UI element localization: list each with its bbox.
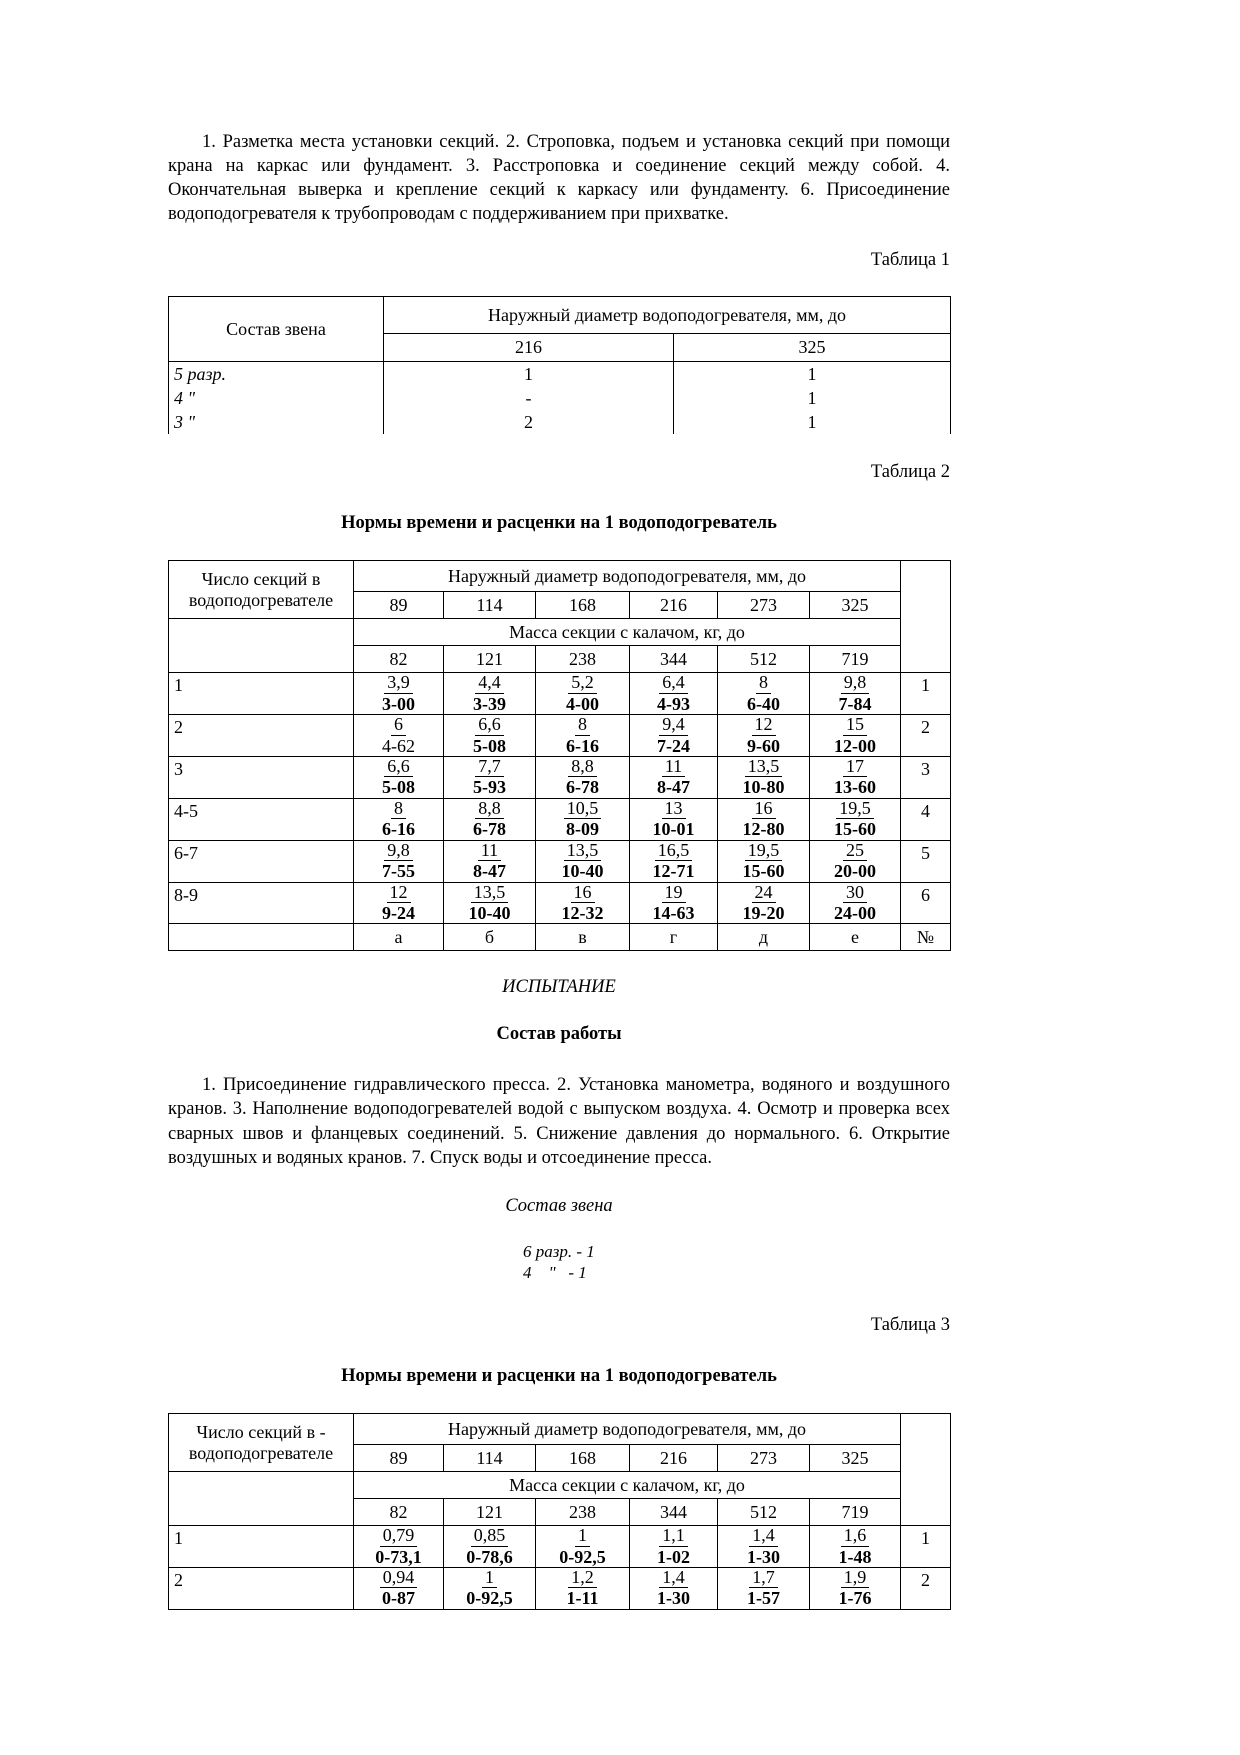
norm-time: 25 [843,841,867,861]
norm-time: 8 [756,673,771,693]
table2-row-label: 2 [169,715,354,757]
table3-caption: Таблица 3 [870,1315,950,1336]
norm-time: 16 [571,883,595,903]
norm-rate: 6-78 [566,777,599,798]
norm-time: 3,9 [384,673,413,693]
norm-time: 12 [752,715,776,735]
norm-time: 11 [478,841,501,861]
table2-cell [536,756,630,798]
table-row [169,1526,951,1568]
norm-time: 12 [387,883,411,903]
norm-time: 7,7 [475,757,504,777]
norm-time: 16 [752,799,776,819]
norm-rate: 9-24 [382,903,415,923]
table3-diameter: 168 [536,1445,630,1472]
norm-time: 13,5 [745,757,783,777]
table-norms-installation [168,560,951,951]
norm-time: 13,5 [471,883,509,903]
table2-cell [536,798,630,840]
table3-mass: 719 [810,1499,901,1526]
table3-cell [718,1526,810,1568]
norm-rate: 1-48 [838,1546,872,1567]
norm-time: 1,9 [841,1568,870,1588]
intro-paragraph: 1. Разметка места установки секций. 2. Строповка, подъем и установка секций при помощи крана на каркас или фундамент. 3. Расстроповка и соединение секций между собой. 4. Окончательная выверка и крепление секций к каркасу или фундаменту. 6. Присоединение водоподогревателя к трубопроводам с поддерживанием при прихватке. [168,132,950,225]
norm-rate: 3-00 [382,693,415,714]
table1-caption: Таблица 1 [870,250,950,271]
norm-rate: 8-47 [657,777,690,798]
table2-mass: 82 [354,646,444,673]
norm-rate: 10-80 [742,777,785,798]
norm-time: 9,8 [384,841,413,861]
table-crew-composition [168,296,951,434]
table2-cell [536,673,630,715]
norm-time: 1,1 [659,1526,688,1546]
table3-cell [810,1568,901,1610]
table2-footer-letter: в [536,924,630,951]
norm-time: 6,4 [659,673,688,693]
table1-header-crew: Состав звена [169,297,384,362]
table2-cell [444,840,536,882]
table2-cell [444,715,536,757]
table1-diameter-216: 216 [384,334,674,362]
section-heading-testing: ИСПЫТАНИЕ [502,977,616,998]
table-row [169,1472,951,1499]
table2-cell [354,673,444,715]
table2-footer-letter: а [354,924,444,951]
norm-time: 13 [662,799,686,819]
table2-row-label: 6-7 [169,840,354,882]
norm-time: 1,7 [749,1568,778,1588]
table-row [169,1414,951,1445]
norm-rate: 12-80 [742,819,785,840]
table2-span-header: Наружный диаметр водоподогревателя, мм, до [354,561,901,592]
table3-mass: 82 [354,1499,444,1526]
table3-row-label: 1 [169,1526,354,1568]
table-row [169,715,951,757]
table-norms-testing [168,1413,951,1610]
table3-mass-header: Масса секции с калачом, кг, до [354,1472,901,1499]
table2-mass: 512 [718,646,810,673]
table3-cell [444,1568,536,1610]
table-row [169,619,951,646]
table2-cell [354,715,444,757]
table3-cell [630,1568,718,1610]
table2-cell [630,798,718,840]
table2-cell [718,840,810,882]
table3-diameter: 89 [354,1445,444,1472]
table1-cell: 2 [384,410,674,434]
norm-rate: 12-00 [834,735,876,756]
norm-time: 1 [482,1568,497,1588]
table1-diameter-325: 325 [674,334,951,362]
norm-time: 19,5 [836,799,874,819]
work-composition-heading: Состав работы [496,1024,622,1045]
norm-time: 17 [843,757,867,777]
table2-cell [536,882,630,924]
table2-stub-blank [169,619,354,673]
table2-diameter: 273 [718,592,810,619]
table2-row-index: 3 [901,756,951,798]
table2-cell [630,882,718,924]
table3-mass: 512 [718,1499,810,1526]
norm-time: 9,4 [659,715,688,735]
norm-rate: 15-60 [834,819,876,840]
table2-cell [718,882,810,924]
norm-time: 8 [575,715,590,735]
norm-rate: 12-71 [652,861,695,882]
table2-footer-letter: б [444,924,536,951]
norm-rate: 10-01 [652,819,695,840]
table2-cell [810,715,901,757]
table-row [169,840,951,882]
table1-cell: 1 [674,410,951,434]
norm-rate: 1-30 [747,1546,780,1567]
table2-diameter: 325 [810,592,901,619]
norm-time: 4,4 [475,673,504,693]
table1-row-label: 5 разр. [169,362,384,387]
table2-stub-header [169,561,354,619]
norm-rate: 19-20 [742,903,785,923]
table-row [169,410,951,434]
norm-rate: 1-30 [657,1588,690,1609]
norm-rate: 1-11 [566,1588,599,1609]
table1-cell: 1 [674,362,951,387]
table1-cell: - [384,386,674,410]
table2-cell [810,798,901,840]
table2-row-label: 3 [169,756,354,798]
norm-time: 8 [391,799,406,819]
table-row [169,561,951,592]
norm-rate: 8-47 [473,861,506,882]
norm-time: 1,2 [568,1568,597,1588]
table3-cell [354,1526,444,1568]
crew-line-6razr: 6 разр. - 1 [523,1241,595,1261]
table-row [169,756,951,798]
table2-row-index: 2 [901,715,951,757]
norm-rate: 0-92,5 [559,1546,606,1567]
norm-time: 11 [662,757,685,777]
norm-time: 8,8 [568,757,597,777]
table3-diameter: 216 [630,1445,718,1472]
table2-cell [444,882,536,924]
norm-rate: 7-55 [382,861,415,882]
table3-stub-header [169,1414,354,1472]
norm-rate: 12-32 [561,903,604,923]
table2-cell [810,882,901,924]
norm-rate: 7-24 [657,735,690,756]
table2-title: Нормы времени и расценки на 1 водоподогреватель [341,513,777,534]
table2-footer-blank [169,924,354,951]
norm-time: 24 [752,883,776,903]
table-row [169,798,951,840]
norm-rate: 14-63 [652,903,695,923]
norm-time: 1,4 [749,1526,778,1546]
norm-rate: 5-08 [382,777,415,798]
norm-rate: 4-00 [566,693,599,714]
norm-rate: 6-40 [747,693,780,714]
table2-mass: 719 [810,646,901,673]
norm-time: 30 [843,883,867,903]
norm-rate: 1-57 [747,1588,780,1609]
norm-time: 1,4 [659,1568,688,1588]
table2-caption: Таблица 2 [870,462,950,483]
table2-cell [444,798,536,840]
norm-rate: 10-40 [468,903,511,923]
norm-rate: 1-02 [657,1546,690,1567]
norm-time: 1 [575,1526,590,1546]
norm-rate: 24-00 [834,903,876,923]
norm-time: 19 [662,883,686,903]
norm-rate: 0-73,1 [375,1546,422,1567]
norm-time: 1,6 [841,1526,870,1546]
norm-rate: 13-60 [834,777,876,798]
table2-row-index: 6 [901,882,951,924]
table3-mass: 238 [536,1499,630,1526]
table1-cell: 1 [674,386,951,410]
table2-stub-line2: водоподогревателе [188,589,334,610]
table2-cell [536,840,630,882]
norm-rate: 5-93 [473,777,506,798]
norm-time: 6,6 [475,715,504,735]
table2-index-header [901,561,951,673]
table2-mass-header: Масса секции с калачом, кг, до [354,619,901,646]
table3-cell [810,1526,901,1568]
table2-footer-letter: е [810,924,901,951]
table2-stub-line1: Число секций в [201,568,321,589]
table2-mass: 121 [444,646,536,673]
table3-cell [354,1568,444,1610]
norm-time: 15 [843,715,867,735]
norm-time: 0,79 [380,1526,418,1546]
norm-rate: 6-16 [382,819,415,840]
norm-rate: 6-16 [566,735,599,756]
table3-row-index: 1 [901,1526,951,1568]
table2-cell [354,798,444,840]
table3-diameter: 325 [810,1445,901,1472]
table2-row-index: 4 [901,798,951,840]
table2-cell [630,715,718,757]
table3-span-header: Наружный диаметр водоподогревателя, мм, до [354,1414,901,1445]
table3-stub-line2: водоподогревателе [188,1442,334,1463]
table2-cell [354,882,444,924]
norm-rate: 5-08 [473,735,506,756]
table2-row-index: 1 [901,673,951,715]
table3-diameter: 273 [718,1445,810,1472]
table2-cell [630,840,718,882]
norm-time: 5,2 [568,673,597,693]
table2-footer-letter: г [630,924,718,951]
table2-cell [810,756,901,798]
table3-cell [536,1568,630,1610]
table3-mass: 121 [444,1499,536,1526]
table2-cell [718,715,810,757]
crew-composition-heading: Состав звена [505,1195,613,1216]
table2-mass: 238 [536,646,630,673]
table2-mass: 344 [630,646,718,673]
norm-time: 0,94 [380,1568,418,1588]
norm-time: 9,8 [841,673,870,693]
norm-rate: 6-78 [473,819,506,840]
norm-rate: 3-39 [473,693,506,714]
table2-cell [354,840,444,882]
table2-diameter: 168 [536,592,630,619]
crew-line-4razr: 4 " - 1 [523,1262,587,1282]
norm-time: 16,5 [655,841,693,861]
norm-rate: 10-40 [561,861,604,882]
table-row [169,386,951,410]
table1-header-diameter: Наружный диаметр водоподогревателя, мм, до [384,297,951,334]
table3-cell [718,1568,810,1610]
table3-stub-line1: Число секций в - [196,1421,326,1442]
norm-rate: 1-76 [838,1588,872,1609]
table-row [169,924,951,951]
norm-rate: 0-87 [382,1588,415,1609]
table2-footer-letter: д [718,924,810,951]
table3-mass: 344 [630,1499,718,1526]
table3-index-header [901,1414,951,1526]
table3-title: Нормы времени и расценки на 1 водоподогреватель [341,1366,777,1387]
table2-cell [444,756,536,798]
document-page [168,0,950,1755]
norm-rate: 7-84 [838,693,872,714]
norm-rate: 15-60 [742,861,785,882]
norm-time: 6 [391,715,406,735]
norm-time: 6,6 [384,757,413,777]
table3-diameter: 114 [444,1445,536,1472]
table1-row-label: 3 " [169,410,384,434]
table2-cell [630,673,718,715]
table-row [169,362,951,387]
table2-diameter: 114 [444,592,536,619]
table3-stub-blank [169,1472,354,1526]
table2-diameter: 216 [630,592,718,619]
table2-cell [718,756,810,798]
table2-row-label: 4-5 [169,798,354,840]
table2-row-label: 1 [169,673,354,715]
norm-rate: 4-93 [657,693,690,714]
norm-time: 19,5 [745,841,783,861]
norm-rate: 9-60 [747,735,780,756]
table2-cell [718,673,810,715]
table2-cell [536,715,630,757]
table2-cell [444,673,536,715]
table3-cell [536,1526,630,1568]
table3-cell [444,1526,536,1568]
table-row [169,673,951,715]
table2-row-index: 5 [901,840,951,882]
table2-footer-index: № [901,924,951,951]
norm-rate: 4-62 [382,735,415,756]
table-row [169,1568,951,1610]
table2-diameter: 89 [354,592,444,619]
table2-cell [810,840,901,882]
table-row [169,882,951,924]
table1-cell: 1 [384,362,674,387]
table2-cell [718,798,810,840]
norm-time: 13,5 [564,841,602,861]
norm-time: 8,8 [475,799,504,819]
norm-rate: 0-78,6 [466,1546,513,1567]
table2-row-label: 8-9 [169,882,354,924]
norm-rate: 8-09 [566,819,599,840]
work-composition-paragraph: 1. Присоединение гидравлического пресса. 2. Установка манометра, водяного и воздушного кранов. 3. Наполнение водоподогревателей водой с выпуском воздуха. 4. Осмотр и проверка всех сварных швов и фланцевых соединений. 5. Снижение давления до нормального. 6. Открытие воздушных и водяных кранов. 7. Спуск воды и отсоединение пресса. [168,1075,950,1168]
norm-rate: 20-00 [834,861,876,882]
table2-cell [354,756,444,798]
table1-row-label: 4 " [169,386,384,410]
norm-time: 10,5 [564,799,602,819]
table2-cell [630,756,718,798]
norm-rate: 0-92,5 [466,1588,513,1609]
table3-row-label: 2 [169,1568,354,1610]
table3-cell [630,1526,718,1568]
table2-cell [810,673,901,715]
table-row [169,297,951,334]
norm-time: 0,85 [471,1526,509,1546]
table3-row-index: 2 [901,1568,951,1610]
